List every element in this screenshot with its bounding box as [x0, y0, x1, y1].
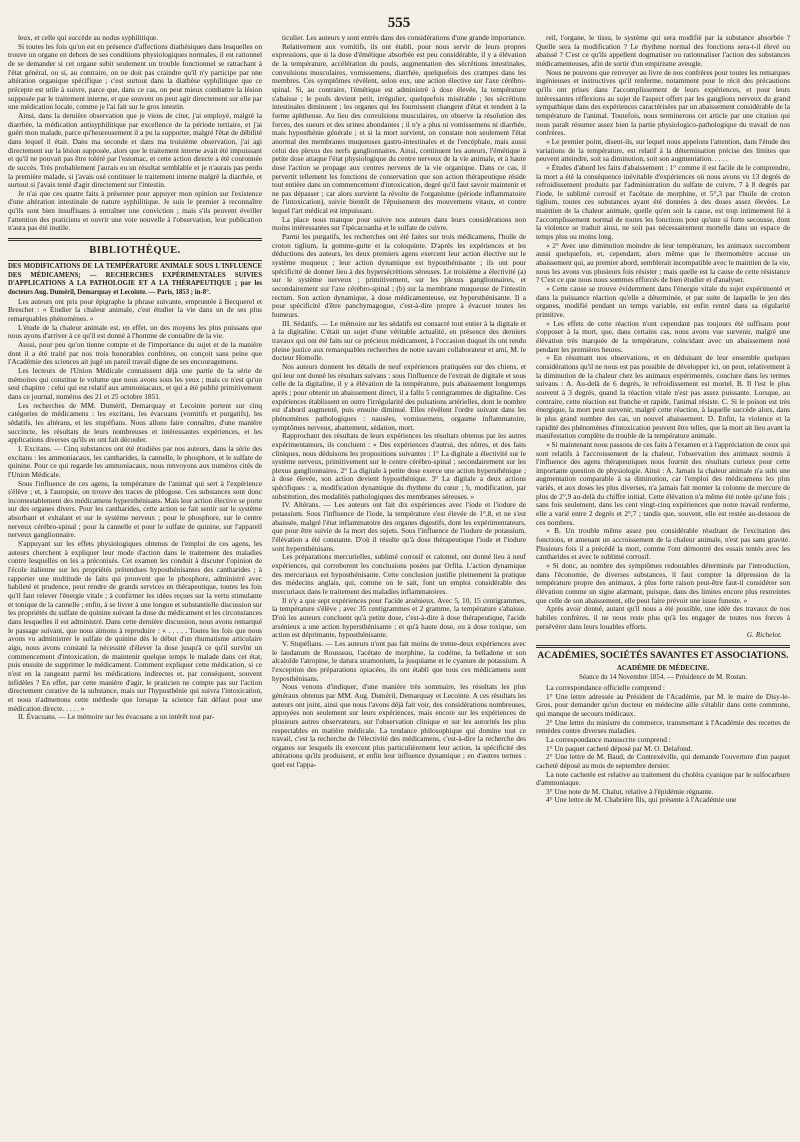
paragraph: ticulier. Les auteurs y sont entrés dans des considérations d'une grande importance.: [282, 34, 526, 42]
section-divider: [8, 238, 262, 241]
paragraph: 2° Une lettre du ministre du commerce, transmettant à l'Académie des recettes de remèdes contre diverses maladies.: [536, 717, 790, 736]
paragraph: La correspondance officielle comprend :: [546, 682, 665, 692]
column-left: [8, 34, 262, 1140]
paragraph: 2° Une lettre de M. Baud, de Contrexéville, qui demande l'ouverture d'un paquet cacheté déposé au mois de septembre dernier.: [536, 752, 790, 770]
paragraph: Si toutes les fois qu'on est en présence d'affections diathésiques dans lesquelles on trouve un organe en dehors de ses conditions physiologiques normales, il est rationnel de se demander si cet organe subit seulement un trouble fonctionnel se rattachant à l'état général, ou si, au contraire, on ne doit pas craindre qu'il n'y participe par une altération organique spécifique ; c'est surtout dans la diathèse syphilitique que ce précepte est utile à suivre, parce que, dans ce cas, on peut mieux combattre la lésion supposée par le traitement interne, et que souvent on peut agir directement sur elle par une médication locale, comme je l'ai fait sur le gros intestin.: [8, 41, 262, 112]
paragraph: Les préparations mercurielles, sublimé corrosif et calomel, ont donné lieu à neuf expériences, qui corroborent les conclusions posées par Orfila. L'action dynamique des mercuriaux est hyposthénisante. Cette conclusion justifie pleinement la pratique des médecins anglais, qui, comme on le sait, font un emploi considérable des mercuriaux dans le traitement des maladies inflammatoires.: [272, 552, 526, 596]
paragraph: « Si maintenant nous passons de ces faits à l'examen et à l'appréciation de ceux qui sont relatifs à l'accroissement de la chaleur, l'observation des animaux soumis à l'influence des agens thérapeutiques nous fournit des résultats curieux pour cette importante question de physiologie. Ainsi : A. Jamais la chaleur animale n'a subi une augmentation comparable à sa diminution, car l'emploi des médicamens les plus variés, et aux doses les plus diverses, n'a jamais fait monter la colonne de mercure de plus de 2°,9 au-delà du chiffre initial. Cette élévation n'a même été notée qu'une fois ; sans fois seulement, dans les cent vingt-cinq expériences que notre travail renferme, elle a varié entre 2 degrés et 2°,7 ; tandis que, souvent, elle est restée au-dessous de ces nombres.: [536, 439, 790, 527]
section-divider: [536, 645, 790, 648]
article-conclusion: [8, 34, 262, 233]
column-right: [536, 34, 790, 1140]
text-columns: [8, 34, 790, 1140]
paragraph: reil, l'organe, le tissu, le système qui sera modifié par la substance absorbée ? Quelle sera la modification ? Le rhythme normal des fonctions sera-t-il élevé ou abaissé ? C'est ce qu'ils appellent dogmatiser ou rationnaliser l'action des substances médicamenteuses, afin de sortir d'un empirisme aveugle.: [536, 34, 790, 68]
paragraph: 1° Une lettre adressée au Président de l'Académie, par M. le maire de Disy-le-Gros, pour demander qu'un docteur en médecine aille s'établir dans cette commune, qui manque de secours médicaux.: [536, 691, 790, 718]
paragraph: Nous venons d'indiquer, d'une manière très sommaire, les résultats les plus généraux obtenus par MM. Aug. Duméril, Demarquay et Lecointe. A ces résultats les auteurs ont joint, ainsi que nous l'avons déjà fait voir, des considérations nombreuses, appuyées non seulement sur leurs expériences, mais encore sur les expériences de plusieurs autres observateurs, sur l'observation clinique et sur les autorités les plus respectables en matière médicale. La tendance philosophique qui domine tout ce travail, c'est la recherche de l'électivité des médicamens, c'est-à-dire la recherche des organes sur lesquels ils exercent plus particulièrement leur action, la spécificité des altérations qu'ils produisent, et enfin leur influence dynamique ; en d'autres termes : quel est l'appa-: [272, 682, 526, 770]
paragraph: Après avoir donné, autant qu'il nous a été possible, une idée des travaux de nos habiles confrères, il ne nous reste plus qu'à les engager de toutes nos forces à persévérer dans leurs louables efforts.: [536, 604, 790, 631]
book-review-end: [536, 34, 790, 631]
book-review-heading: DES MODIFICATIONS DE LA TEMPÉRATURE ANIMALE SOUS L'INFLUENCE DES MÉDICAMENS; — RECHERCHES EXPÉRIMENTALES SUIVIES D'APPLICATIONS A LA PATHOLOGIE ET A LA THÉRAPEUTIQUE ; par les docteurs Aug. Duméril, Demarquay et Lecointe. — Paris, 1853 ; in-8°.: [8, 263, 262, 297]
paragraph: V. Stupéfians. — Les auteurs n'ont pas fait moins de trente-deux expériences avec le laudanum de Rousseau, l'acétate de morphine, la codéine, la belladone et son alcaloïde l'atropine, le datura stramonium, la jusquiame et le cyanure de potassium. A l'exception des préparations opiacées, ils ont établi que tous ces médicamens sont hyposthénisans.: [272, 638, 526, 683]
section-title-bibliotheque: BIBLIOTHÈQUE.: [89, 245, 181, 257]
section-title-academies: ACADÉMIES, SOCIÉTÉS SAVANTES ET ASSOCIATIONS.: [537, 650, 789, 661]
paragraph: Nous ne pouvons que renvoyer au livre de nos confrères pour toutes les remarques ingénieuses et instructives qu'il renferme, notamment pour le récit des précautions qu'ils ont prises dans l'accomplissement de leurs expériences, et pour leurs intéressantes réflexions au sujet de l'aspect offert par les ganglions nerveux du grand sympathique dans des expériences caractérisées par un abaissement considérable de la température de l'animal. Toutefois, nous terminerons cet article par une citation qui nous paraît résumer assez bien la partie physiologico-pathologique du travail de nos confrères.: [536, 67, 790, 138]
book-review-continued: [272, 34, 526, 770]
paragraph: Les lecteurs de l'Union Médicale connaissent déjà une partie de la série de mémoires qui constitue le volume que nous avons sous les yeux ; mais ce n'est qu'un seul chapitre : celui qui est relatif aux ammoniacaux, et qui a été publié primitivement dans ce journal, numéros des 21 et 25 octobre 1851.: [8, 365, 262, 401]
paragraph: leux, et celle qui succède au nodus syphilitique.: [18, 34, 159, 42]
paragraph: 1° Un paquet cacheté déposé par M. O. Delafond.: [546, 743, 693, 753]
paragraph: 3° Une note de M. Chalut, relative à l'épidémie régnante.: [546, 786, 714, 796]
paragraph: « Si donc, au nombre des symptômes redoutables déterminés par l'introduction, dans l'économie, de diverses substances, il faut compter la dépression de la température propre des animaux, à plus forte raison peut-être faut-il considérer son élévation comme un signe alarmant, puisque, dans des limites encore plus restreintes que celle de son abaissement, elle peut faire prévoir une issue funeste. »: [536, 561, 790, 605]
paragraph: « Les effets de cette réaction n'ont cependant pas toujours été suffisans pour s'opposer à la mort, que, dans certains cas, nous avons vue survenir, malgré une élévation très marquée de la température, coïncidant avec un abaissement noté pendant les premières heures.: [536, 318, 790, 354]
paragraph: « Études d'abord les faits d'abaissement : 1° comme il est facile de le comprendre, la mort a été la conséquence inévitable d'expériences où nous avons vu 13 degrés de refroidissement produits par l'administration du sulfate de cuivre, 7 à 8 degrés par l'iode, le sublimé corrosif et l'acétate de morphine, et 5°,3 par l'huile de croton tiglium, toutes ces substances ayant été données à des doses assez élevées. Le maintien de la chaleur animale, quelle qu'en soit la cause, est trop intimement lié à l'accomplissement normal de toutes les fonctions pour qu'une si forte secousse, dont la violence se traduit ainsi, ne soit pas nécessairement mortelle dans un espace de temps plus ou moins long.: [536, 162, 790, 242]
paragraph: « B. Un trouble même assez peu considérable résultant de l'excitation des fonctions, et amenant un accroissement de la chaleur animale, n'est pas sans gravité. Plusieurs fois il a précédé la mort, comme l'ont démontré des essais tentés avec les cantharides et avec le sublimé corrosif.: [536, 526, 790, 562]
paragraph: Sous l'influence de ces agens, la température de l'animal qui sert à l'expérience s'élève ; et, à l'autopsie, on trouve des traces de phlogose. Ces substances sont donc incontestablement des médicamens hypersthénisans. Mais leur action élective se porte sur des organes divers. Pour les cantharides, cette action se fait sentir sur le système absorbant et exhalant et sur le système nerveux ; pour le phosphore, sur le centre nerveux cérébro-spinal ; pour la cannelle et pour le sulfate de quinine, sur l'appareil nerveux ganglionnaire.: [8, 478, 262, 540]
paragraph: 4° Une lettre de M. Chabrière fils, qui présente à l'Académie une: [546, 795, 737, 805]
paragraph: « 2° Avec une diminution moindre de leur température, les animaux succombent aussi quelquefois, et, cependant, alors même que le thermomètre accuse un abaissement qui, au premier abord, semblerait incompatible avec le maintien de la vie, nous les avons vus plusieurs fois résister ; mais quelle est la cause de cette résistance ? C'est ce que nous nous sommes efforcés de bien étudier et d'analyser.: [536, 240, 790, 285]
paragraph: L'étude de la chaleur animale est, en effet, un des moyens les plus puissans que nous ayons d'arriver à ce qu'il est donné à l'homme de connaître de la vie.: [8, 322, 262, 341]
page-number: 555: [387, 15, 411, 31]
paragraph: Parmi les purgatifs, les recherches ont été faites sur trois médicamens, l'huile de croton tiglium, la gomme-gutte et la coloquinte. D'après les expériences et les déductions des auteurs, les deux premiers agens exercent leur action élective sur le système muqueux ; leur action dynamique est hyposthénisante ; ils ont pour spécificité de donner lieu à des hypersécrétions séreuses. Le troisième a électivité (a) sur le système nerveux ; primitivement, sur les plexus ganglionnaires, et secondairement sur l'axe cérébro-spinal ; (b) sur la membrane muqueuse de l'intestin rectum. Son action dynamique, à dose médicamenteuse, est hypersthénisante. Il a pour spécificité d'être panchymagogue, c'est-à-dire propre à évacuer toutes les humeurs.: [272, 232, 526, 319]
paragraph: La place nous manque pour suivre nos auteurs dans leurs considérations non moins intéressantes sur l'ipécacuanha et le sulfate de cuivre.: [272, 214, 526, 233]
paragraph: Relativement aux vomitifs, ils ont établi, pour nous servir de leurs propres expressions, que si la dose d'émétique absorbée est peu considérable, il y a élévation de la température, accélération du pouls, augmentation des sécrétions intestinales, convulsions musculaires, vomissemens, diarrhée, quelquefois des crampes dans les membres. Ces symptômes révèlent, selon eux, une action élective sur l'axe cérébro-spinal. Si, au contraire, l'émétique est administré à dose élevée, la température s'abaisse ; le pouls devient petit, irrégulier, quelquefois misérable ; les sécrétions intestinales diminuent ; les organes qui les fournissent changent d'état et tendent à la forme aphtheuse. Au lieu des convulsions musculaires, on observe la résolution des forces, des sueurs et des urines abondantes ; il n'y a plus ni vomissemens ni diarrhée, mais hyposthénie générale ; et si la mort survient, on constate non seulement l'état anormal des membranes muqueuses gastro-intestinales et de l'encéphale, mais aussi celui des plexus des nerfs ganglionnaires. Ainsi, continuent les auteurs, l'émétique à petite dose attaque l'état physiologique du centre nerveux de la vie animale, et à haute dose l'action se propage aux centres nerveux de la vie organique. Dans ce cas, il pervertit tellement les fonctions de conservation que son action thérapeutique réside tout entière dans un commencement d'intoxication, degré qu'il faut savoir maintenir et ne pas dépasser ; car alors survient la révolte de l'organisme (période inflammatoire de l'intoxication), suivie bientôt de l'épuisement des mouvemens vitaux, et contre lequel l'art médical est impuissant.: [272, 41, 526, 216]
paragraph: Les auteurs ont pris pour épigraphe la phrase suivante, empruntée à Becquerel et Breschet : « Étudier la chaleur animale, c'est étudier la vie dans un de ses plus remarquables phénomènes. »: [8, 296, 262, 324]
paragraph: IV. Altérans. — Les auteurs ont fait dix expériences avec l'iode et l'iodure de potassium. Sous l'influence de l'iode, la température s'est élevée de 1°,8, et ne s'est abaissée, malgré l'état inflammatoire des organes digestifs, dont les expérimentateurs, que pour être suivie de la mort des sujets. Sous l'influence de l'iodure de potassium, l'élévation a été constante. D'où il résulte qu'à dose thérapeutique l'iode et l'iodure sont hypersthénisans.: [272, 500, 526, 553]
paragraph: Je n'ai que ces quatre faits à présenter pour appuyer mon opinion sur l'existence d'une altération intestinale de nature syphilitique. Je suis le premier à reconnaître qu'ils sont bien insuffisans à entraîner une conviction ; mais s'ils peuvent éveiller l'attention des praticiens et ouvrir une voie nouvelle à l'observation, leur publication n'aura pas été inutile.: [8, 188, 262, 233]
paragraph: La correspondance manuscrite comprend :: [546, 734, 671, 744]
paragraph: III. Sédatifs. — Le mémoire sur les sédatifs est consacré tout entier à la digitale et à la digitaline. C'était un sujet d'une véritable actualité, en présence des derniers travaux qui ont été faits sur ce précieux médicament, à l'occasion duquel ils ont rendu pleine justice aux remarquables recherches de notre savant collaborateur et ami, M. le docteur Homolle.: [272, 318, 526, 363]
session-info: Séance du 14 Novembre 1854. — Présidence de M. Rostan.: [579, 672, 747, 681]
paragraph: Rapprochant des résultats de leurs expériences les résultats obtenus par les autres expérimentateurs, ils concluent : « Des expériences d'autrui, des nôtres, et des faits cliniques, nous déduisons les propositions suivantes : 1° La digitale a électivité sur le système nerveux, primitivement sur le centre cérébro-spinal ; secondairement sur les plexus ganglionnaires. 2° La digitale à petite dose exerce une action hypersthénique ; à dose élevée, son action devient hyposthénique. 3° La digitale a deux actions spécifiques : a, modification dynamique du rhythme du cœur ; b, modification, par substitution, des modalités pathologiques des membranes séreuses. »: [272, 431, 526, 501]
title-rule: [8, 260, 262, 261]
author-signature: G. Richelot.: [746, 630, 782, 640]
paragraph: Aussi, pour peu qu'on tienne compte et de l'importance du sujet et de la manière dont il a été traité par nos trois honorables confrères, on conçoit sans peine que l'Académie des sciences ait jugé un pareil travail digne de ses encouragemens.: [8, 340, 262, 367]
paragraph: La note cachetée est relative au traitement du choléra cyanique par le sulfocarbure d'ammoniaque.: [536, 769, 790, 788]
paragraph: Nos auteurs donnent les détails de neuf expériences pratiquées sur des chiens, et qui leur ont donné les résultats suivans : sous l'influence de l'extrait de digitale et sous celle de la digitaline, il y a élévation de la température, puis abaissement longtemps après ; pour obtenir un abaissement direct, il a fallu 5 centigrammes de digitaline. Ces expériences établissent en outre l'irrégularité des pulsations artérielles, dont le nombre est d'abord augmenté, puis ensuite diminué. Elles révèlent l'ordre suivant dans les phénomènes pathologiques : nausées, vomissemens, orgasme inflammatoire, symptômes nerveux, abattement, sédation, mort.: [272, 361, 526, 432]
paragraph: Ainsi, dans la dernière observation que je viens de citer, j'ai employé, malgré la diarrhée, la médication antisyphilitique par excellence de la période tertiaire, et j'ai guéri mon malade, parce qu'heureusement il a pu la supporter, malgré l'état de débilité dans lequel il était. Dans ma seconde et dans ma troisième observation, j'ai agi directement sur la lésion supposée, alors que le traitement interne avait été impuissant et qu'il ne pouvait pas être toléré par l'estomac, et cette action directe a été couronnée de succès. Très probablement j'aurais eu un résultat semblable et je n'aurais pas perdu la première malade, si j'avais osé continuer le traitement interne malgré la diarrhée, et surtout si j'avais tenté d'agir directement sur l'intestin.: [8, 110, 262, 190]
paragraph: Les recherches de MM. Duméril, Demarquay et Lecointe portent sur cinq catégories de médicamens : les excitans, les évacuans (vomitifs et purgatifs), les sédatifs, les altérans, et les stupéfians. Nous allons faire connaître, d'une manière succincte, les résultats de leurs nombreuses et intéressantes expériences, et les applications diverses qu'ils en ont fait découler.: [8, 400, 262, 445]
academy-report-body: [536, 684, 790, 805]
academy-subtitle: ACADÉMIE DE MÉDECINE.: [616, 663, 710, 672]
column-middle: [272, 34, 526, 1140]
paragraph: « Le premier point, disent-ils, sur lequel nous appelons l'attention, dans l'étude des variations de la température, est relatif à la détermination précise des limites que peuvent atteindre, soit sa diminution, soit son augmentation. . . . .: [536, 136, 790, 164]
paragraph: « Cette cause se trouve évidemment dans l'énergie vitale du sujet expérimenté et dans la puissance réaction qu'elle a déterminée, et par suite de laquelle le jeu des organes, modifié pendant un temps variable, est enfin rentré dans sa régularité primitive.: [536, 284, 790, 319]
paragraph: Il n'y a que sept expériences pour l'acide arsénieux. Avec 5, 10, 15 centigrammes, la température s'élève ; avec 35 centigrammes et 2 gramme, la température s'abaisse. D'où les auteurs concluent qu'à petite dose, c'est-à-dire à dose thérapeutique, l'acide arsénieux a une action hypersthénisante ; et qu'à haute dose, ou à dose toxique, son action est déprimante, hyposthénisante.: [272, 595, 526, 640]
paragraph: S'appuyant sur les effets physiologiques obtenus de l'emploi de ces agens, les auteurs cherchent à expliquer leur mode d'action dans le traitement des maladies contre lesquelles on les a préconisés. Cet examen les conduit à discuter l'opinion de l'école italienne sur les propriétés prétendues hyposthénisantes des cantharides ; à rapporter une multitude de faits qui prouvent que le phosphore, administré avec habileté et prudence, peut rendre de grands services en thérapeutique, toutes les fois qu'il faut relever l'énergie vitale ; à confirmer les idées reçues sur la vertu stimulante et tonique de la cannelle ; enfin, à se livrer à une longue et substantielle discussion sur les propriétés du sulfate de quinine suivant la dose du médicament et les circonstances dans lesquelles il est administré. Dans cette dernière discussion, nous avons remarqué le passage suivant, que nous aimons à reproduire : « . . . . . Toutes les fois que nous avons vu administrer le sulfate de quinine dès le début d'un rhumatisme articulaire aigu, nous avons constaté la nécessité d'élever la dose jusqu'à ce qu'il survînt un commencement d'intoxication, de maintenir quelque temps le malade dans cet état, puis ensuite de supprimer le médicament. Comment expliquer cette médication, si ce n'est en la rangeant parmi les médications indirectes et, par conséquent, souvent infidèles ? En effet, par cette manière d'agir, le praticien ne compte pas sur l'action directement curative de la substance, mais sur l'hyposthénie qui suivra l'intoxication, et nous n'admettons cette méthode que lorsque la science fait défaut pour une médication directe. . . . . »: [8, 539, 262, 713]
paragraph: II. Évacuans. — Le mémoire sur les évacuans a un intérêt tout par-: [18, 712, 215, 722]
book-review-body: [8, 298, 262, 722]
paragraph: I. Excitans. — Cinq substances ont été étudiées par nos auteurs, dans la série des excitans : les ammoniacaux, les cantharides, la cannelle, le phosphore, et le sulfate de quinine. Pour ce qui regarde les ammoniacaux, nous renvoyons aux numéros cités de l'Union Médicale.: [8, 443, 262, 479]
paragraph: « En résumant nos observations, et en déduisant de leur ensemble quelques considérations qu'il ne nous est pas possible de développer ici, on peut, relativement à la diminution de la chaleur chez les animaux expérimentés, conclure dans les termes suivans : A. Au-delà de 6 degrés, le refroidissement est mortel. B. Il l'est le plus souvent à 3 degrés, quand la réaction vitale n'est pas assez puissante. Lorsque, au contraire, cette réaction est franche et rapide, l'animal résiste. C. Si le poison est très énergique, la mort peut survenir, malgré cette réaction, à laquelle succède alors, dans le plus grand nombre des cas, un nouvel abaissement. D. Enfin, la violence et la rapidité des phénomènes d'intoxication peuvent être telles, que la mort ait lieu avant la manifestation complète du trouble de la température animale.: [536, 353, 790, 441]
